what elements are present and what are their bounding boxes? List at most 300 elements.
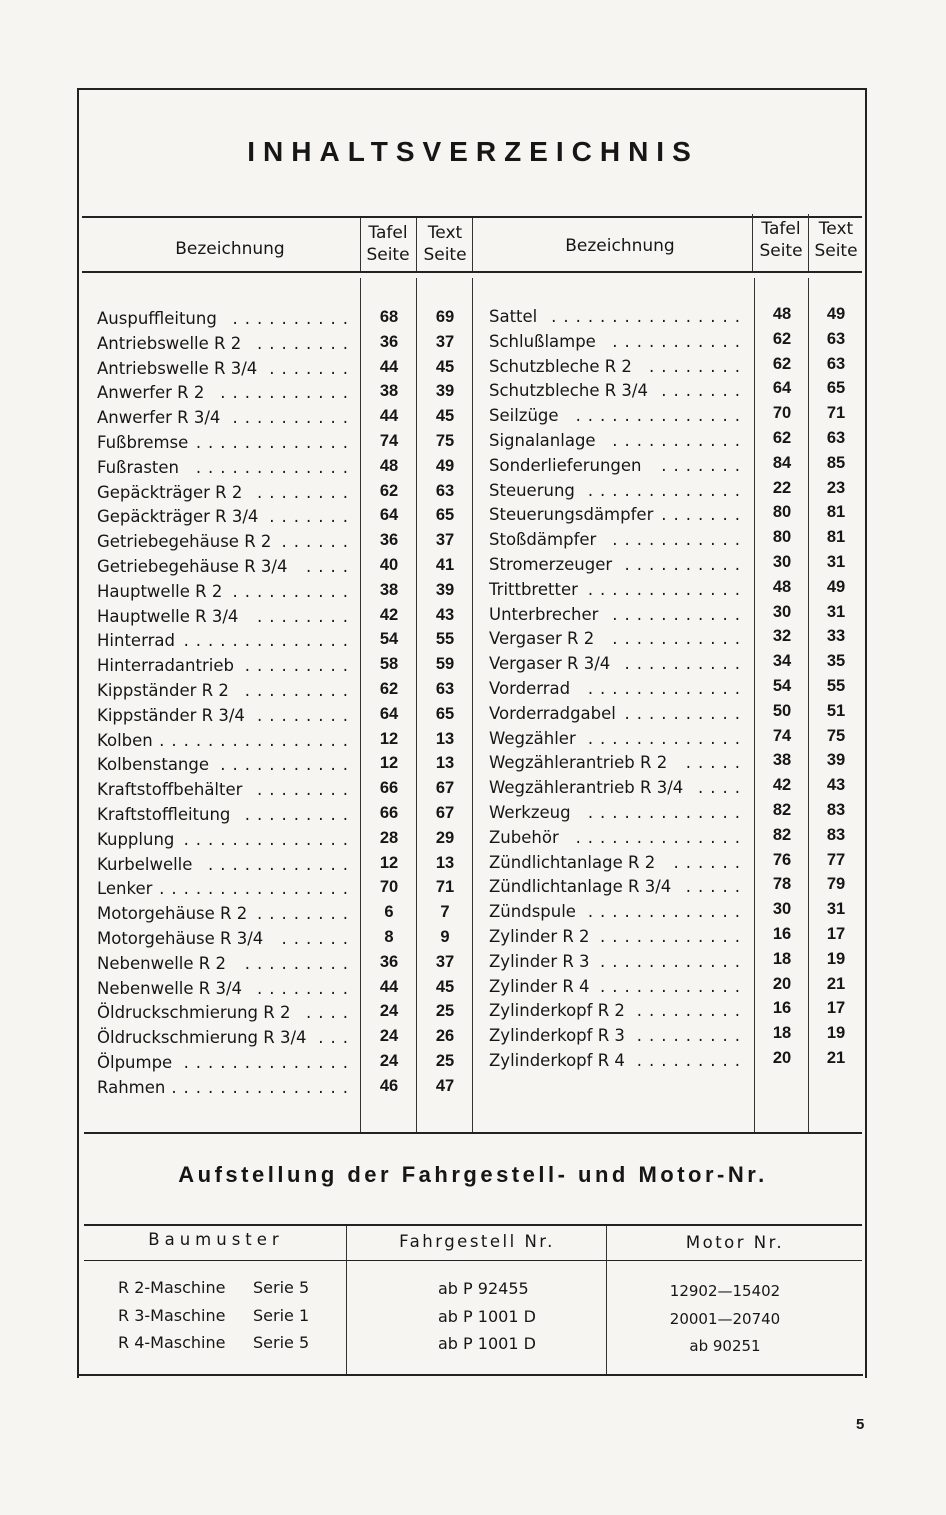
leader-dots: .............. (183, 829, 355, 849)
tafel-page: 80 (772, 503, 792, 522)
section2-header-fahrgestell: Fahrgestell Nr. (399, 1232, 555, 1251)
leader-dots: ........ (649, 356, 747, 376)
motor-cell: 12902—15402 (669, 1282, 781, 1300)
leader-dots: ........ (257, 606, 355, 626)
text-page: 39 (435, 580, 455, 599)
entry-name: Zylinder R 4 (489, 976, 590, 996)
right-header-tafel (755, 218, 807, 262)
leader-dots: ......... (244, 804, 355, 824)
text-page: 29 (435, 828, 455, 847)
tafel-page: 42 (379, 605, 399, 624)
index-entry (489, 925, 747, 950)
text-page: 21 (826, 1048, 846, 1067)
entry-name: Kolbenstange (97, 755, 210, 775)
text-page: 31 (826, 552, 846, 571)
entry-name: Signalanlage (489, 430, 596, 450)
text-page: 71 (826, 404, 846, 423)
index-entry (97, 828, 355, 853)
tafel-page: 30 (772, 552, 792, 571)
leader-dots: ........... (220, 755, 355, 775)
tafel-page: 68 (379, 308, 399, 326)
index-entry (97, 629, 355, 654)
tafel-page: 38 (379, 382, 399, 401)
index-entry (489, 727, 747, 752)
index-entry (489, 627, 747, 652)
leader-dots: ........... (612, 530, 747, 550)
index-entry (489, 900, 747, 925)
tafel-page: 44 (379, 357, 399, 376)
text-page: 51 (826, 701, 846, 720)
tafel-page: 64 (772, 379, 792, 398)
page-title: INHALTSVERZEICHNIS (247, 136, 699, 167)
entry-name: Wegzähler (489, 728, 576, 748)
entry-name: Öldruckschmierung R 3/4 (97, 1028, 307, 1048)
tafel-page: 30 (772, 900, 792, 919)
fahrgestell-cell: ab P 1001 D (438, 1334, 536, 1353)
text-page: 37 (435, 952, 455, 971)
column-rule (360, 218, 361, 271)
index-entry (97, 679, 355, 704)
fahrgestell-cell: ab P 92455 (438, 1279, 529, 1298)
text-page: 35 (826, 652, 846, 671)
leader-dots: .... (698, 778, 747, 798)
index-entry (489, 379, 747, 404)
text-page: 39 (435, 382, 455, 401)
leader-dots: .......... (232, 408, 355, 428)
entry-name: Kolben (97, 730, 153, 750)
leader-dots: ......... (244, 953, 355, 973)
tafel-page: 34 (772, 652, 792, 671)
column-rule (472, 218, 473, 271)
tafel-page: 38 (772, 751, 792, 770)
index-entry (489, 975, 747, 1000)
text-page: 83 (826, 825, 846, 844)
text-page: 63 (435, 481, 455, 500)
tafel-page: 62 (379, 481, 399, 500)
leader-dots: ................ (551, 307, 747, 326)
entry-name: Steuerung (489, 480, 575, 500)
entry-name: Vorderrad (489, 678, 571, 698)
leader-dots: ........... (612, 604, 747, 624)
entry-name: Kraftstoffbehälter (97, 780, 243, 800)
index-entry (97, 927, 355, 952)
entry-name: Vorderradgabel (489, 703, 616, 723)
serie-cell: Serie 5 (253, 1333, 310, 1352)
model-cell: R 4-Maschine (118, 1333, 226, 1352)
tafel-page: 16 (772, 999, 792, 1018)
index-entry (489, 528, 747, 553)
text-page: 45 (435, 407, 455, 426)
tafel-page: 80 (772, 528, 792, 547)
entry-name: Schutzbleche R 3/4 (489, 381, 648, 401)
column-rule (360, 278, 361, 1132)
entry-name: Gepäckträger R 2 (97, 482, 243, 502)
index-entry (489, 305, 747, 330)
entry-name: Zündlichtanlage R 2 (489, 852, 656, 872)
column-rule (754, 278, 755, 1132)
leader-dots: ............. (587, 902, 747, 922)
tafel-page: 36 (379, 531, 399, 550)
column-rule (808, 214, 809, 271)
tafel-page: 84 (772, 453, 792, 472)
entry-name: Motorgehäuse R 3/4 (97, 928, 264, 948)
entry-name: Öldruckschmierung R 2 (97, 1003, 291, 1023)
seite-label: Seite (759, 241, 803, 261)
text-page: 19 (826, 1024, 846, 1043)
leader-dots: ......... (636, 1026, 747, 1046)
entry-name: Sonderlieferungen (489, 455, 642, 475)
left-index-tafel (362, 305, 416, 1099)
entry-name: Nebenwelle R 2 (97, 953, 226, 973)
serie-cell: Serie 1 (253, 1305, 310, 1325)
section2-bottom-rule (77, 1374, 863, 1376)
page-number: 5 (856, 1416, 865, 1433)
seite-label: Seite (423, 245, 467, 265)
tafel-page: 16 (772, 924, 792, 943)
tafel-page: 74 (772, 726, 792, 745)
entry-name: Trittbretter (489, 579, 578, 599)
text-page: 33 (826, 627, 846, 646)
leader-dots: ................ (159, 730, 355, 750)
tafel-page: 18 (772, 949, 792, 968)
tafel-page: 62 (772, 428, 792, 447)
tafel-page: 20 (772, 974, 792, 993)
index-entry (97, 1051, 355, 1076)
text-page: 19 (826, 949, 846, 968)
seite-label: Seite (366, 245, 410, 265)
tafel-page: 70 (379, 878, 399, 897)
entry-name: Zündspule (489, 902, 576, 922)
leader-dots: ........ (257, 705, 355, 725)
motor-cell: 20001—20740 (669, 1309, 781, 1328)
right-header-text (810, 218, 862, 262)
column-rule (416, 218, 417, 271)
tafel-page: 8 (384, 927, 394, 946)
tafel-page: 78 (772, 875, 792, 894)
column-rule (752, 214, 753, 271)
index-entry (489, 479, 747, 504)
leader-dots: ....... (661, 505, 747, 525)
tafel-page: 54 (772, 676, 792, 695)
column-rule (416, 278, 417, 1132)
text-page: 45 (435, 977, 455, 996)
tafel-page: 74 (379, 431, 399, 450)
tafel-page: 24 (379, 1027, 399, 1046)
index-entry (489, 751, 747, 776)
leader-dots: ......... (636, 1050, 747, 1070)
tafel-page: 32 (772, 627, 792, 646)
entry-name: Zylinder R 2 (489, 926, 590, 946)
leader-dots: .... (306, 556, 355, 576)
tafel-page: 64 (379, 506, 399, 525)
tafel-page: 54 (379, 630, 399, 649)
leader-dots: ...... (673, 852, 747, 872)
text-page: 49 (435, 456, 455, 475)
index-entry (489, 454, 747, 479)
section2-header-rule (84, 1260, 862, 1261)
tafel-page: 48 (379, 456, 399, 475)
leader-dots: ............ (600, 951, 747, 971)
index-entry (489, 801, 747, 826)
tafel-page: 82 (772, 800, 792, 819)
leader-dots: ............. (587, 728, 747, 748)
tafel-page: 48 (772, 577, 792, 596)
leader-dots: ....... (661, 455, 747, 475)
right-index-names (489, 305, 747, 1074)
tafel-page: 36 (379, 332, 399, 351)
tafel-page: 46 (379, 1076, 399, 1095)
leader-dots: .... (306, 1003, 355, 1023)
index-entry (97, 431, 355, 456)
index-entry (489, 776, 747, 801)
text-page: 67 (435, 803, 455, 822)
index-entry (489, 1024, 747, 1049)
text-page: 43 (826, 776, 846, 795)
text-page: 37 (435, 332, 455, 351)
leader-dots: ........... (612, 331, 747, 351)
tafel-page: 62 (772, 329, 792, 348)
index-entry (97, 381, 355, 406)
left-header-tafel (362, 222, 414, 266)
leader-dots: .............. (183, 631, 355, 651)
tafel-page: 44 (379, 977, 399, 996)
index-entry (489, 950, 747, 975)
leader-dots: .......... (232, 581, 355, 601)
index-entry (97, 580, 355, 605)
leader-dots: ............ (208, 854, 355, 874)
entry-name: Kraftstoffleitung (97, 804, 231, 824)
entry-name: Werkzeug (489, 802, 571, 822)
text-page: 31 (826, 900, 846, 919)
tafel-page: 82 (772, 825, 792, 844)
index-entry (97, 406, 355, 431)
entry-name: Kippständer R 2 (97, 680, 229, 700)
text-page: 63 (435, 679, 455, 698)
leader-dots: ........ (257, 978, 355, 998)
entry-name: Fußrasten (97, 457, 180, 477)
section2-models (118, 1274, 225, 1357)
entry-name: Ölpumpe (97, 1052, 173, 1072)
index-entry (489, 677, 747, 702)
index-entry (97, 853, 355, 878)
index-entry (489, 826, 747, 851)
leader-dots: ........... (612, 629, 747, 649)
index-entry (97, 456, 355, 481)
text-page: 39 (826, 751, 846, 770)
tafel-page: 30 (772, 602, 792, 621)
entry-name: Hauptwelle R 2 (97, 581, 223, 601)
leader-dots: ..... (685, 877, 747, 897)
index-entry (489, 404, 747, 429)
index-entry (489, 999, 747, 1024)
leader-dots: ....... (269, 358, 355, 378)
entry-name: Zylinderkopf R 4 (489, 1050, 625, 1070)
text-page: 69 (435, 308, 455, 326)
index-entry (489, 652, 747, 677)
seite-label: Seite (814, 241, 858, 261)
header-bottom-rule (82, 271, 862, 273)
text-label: Text (818, 219, 854, 239)
text-page: 75 (435, 431, 455, 450)
text-page: 63 (826, 329, 846, 348)
leader-dots: ................ (159, 879, 355, 899)
leader-dots: ........ (257, 904, 355, 924)
right-header-bezeichnung: Bezeichnung (565, 236, 675, 256)
index-entry (489, 1049, 747, 1074)
right-index-text (810, 302, 862, 1071)
model-cell: R 2-Maschine (118, 1278, 226, 1297)
tafel-page: 12 (379, 754, 399, 773)
entry-name: Nebenwelle R 3/4 (97, 978, 243, 998)
text-page: 13 (435, 853, 455, 872)
left-index-names (97, 307, 355, 1101)
entry-name: Anwerfer R 3/4 (97, 408, 221, 428)
text-page: 41 (435, 555, 455, 574)
tafel-page: 12 (379, 729, 399, 748)
leader-dots: .......... (624, 703, 747, 723)
leader-dots: ......... (636, 1001, 747, 1021)
text-page: 43 (435, 605, 455, 624)
leader-dots: ......... (244, 656, 355, 676)
text-page: 47 (435, 1076, 455, 1095)
tafel-page: 18 (772, 1024, 792, 1043)
entry-name: Auspuffleitung (97, 309, 217, 328)
tafel-page: 64 (379, 704, 399, 723)
leader-dots: .......... (232, 309, 355, 328)
tafel-page: 36 (379, 952, 399, 971)
text-page: 25 (435, 1002, 455, 1021)
text-page: 13 (435, 729, 455, 748)
tafel-page: 20 (772, 1048, 792, 1067)
tafel-page: 22 (772, 478, 792, 497)
text-page: 17 (826, 924, 846, 943)
text-page: 23 (826, 478, 846, 497)
entry-name: Vergaser R 3/4 (489, 654, 611, 674)
section2-header-baumuster: Baumuster (148, 1230, 284, 1249)
tafel-page: 24 (379, 1051, 399, 1070)
tafel-page: 66 (379, 779, 399, 798)
text-page: 7 (440, 903, 450, 922)
motor-cell: ab 90251 (689, 1337, 761, 1355)
entry-name: Schlußlampe (489, 331, 596, 351)
entry-name: Unterbrecher (489, 604, 599, 624)
index-entry (97, 729, 355, 754)
column-rule (808, 278, 809, 1132)
text-page: 49 (826, 305, 846, 323)
entry-name: Motorgehäuse R 2 (97, 904, 248, 924)
leader-dots: ........ (257, 482, 355, 502)
leader-dots: ............. (195, 432, 355, 452)
entry-name: Antriebswelle R 2 (97, 333, 242, 353)
index-entry (97, 977, 355, 1002)
index-entry (97, 505, 355, 530)
entry-name: Schutzbleche R 2 (489, 356, 632, 376)
text-page: 21 (826, 974, 846, 993)
index-bottom-rule (84, 1132, 862, 1134)
leader-dots: ........... (612, 430, 747, 450)
section2-column-rule (606, 1226, 607, 1374)
entry-name: Wegzählerantrieb R 3/4 (489, 778, 684, 798)
entry-name: Seilzüge (489, 406, 559, 426)
leader-dots: ........ (257, 780, 355, 800)
text-page: 85 (826, 453, 846, 472)
leader-dots: ............. (587, 579, 747, 599)
tafel-page: 40 (379, 555, 399, 574)
index-entry (97, 357, 355, 382)
text-page: 65 (435, 704, 455, 723)
index-entry (97, 803, 355, 828)
leader-dots: ........ (257, 333, 355, 353)
index-entry (489, 875, 747, 900)
text-page: 13 (435, 754, 455, 773)
text-page: 71 (435, 878, 455, 897)
tafel-page: 44 (379, 407, 399, 426)
index-entry (97, 877, 355, 902)
entry-name: Getriebegehäuse R 2 (97, 532, 272, 552)
entry-name: Zylinderkopf R 2 (489, 1001, 625, 1021)
tafel-page: 48 (772, 305, 792, 323)
leader-dots: ........... (220, 383, 355, 403)
index-entry (97, 332, 355, 357)
entry-name: Kippständer R 3/4 (97, 705, 245, 725)
text-page: 75 (826, 726, 846, 745)
entry-name: Gepäckträger R 3/4 (97, 507, 259, 527)
tafel-label: Tafel (761, 219, 801, 239)
index-entry (489, 578, 747, 603)
section2-header-motor: Motor Nr. (685, 1233, 785, 1252)
tafel-page: 6 (384, 903, 394, 922)
text-label: Text (427, 223, 463, 243)
leader-dots: .......... (624, 654, 747, 674)
entry-name: Vergaser R 2 (489, 629, 595, 649)
entry-name: Zylinderkopf R 3 (489, 1026, 625, 1046)
text-page: 83 (826, 800, 846, 819)
text-page: 79 (826, 875, 846, 894)
index-entry (489, 503, 747, 528)
text-page: 55 (435, 630, 455, 649)
index-entry (97, 481, 355, 506)
entry-name: Sattel (489, 307, 538, 326)
section2-fahrgestell (438, 1275, 536, 1358)
section2-top-rule (84, 1224, 862, 1226)
leader-dots: ...... (281, 928, 355, 948)
left-header-bezeichnung: Bezeichnung (175, 239, 285, 259)
entry-name: Hauptwelle R 3/4 (97, 606, 239, 626)
index-entry (97, 605, 355, 630)
entry-name: Zylinder R 3 (489, 951, 590, 971)
entry-name: Wegzählerantrieb R 2 (489, 753, 668, 773)
text-page: 81 (826, 503, 846, 522)
entry-name: Zündlichtanlage R 3/4 (489, 877, 672, 897)
leader-dots: ............ (600, 926, 747, 946)
text-page: 59 (435, 655, 455, 674)
leader-dots: ............ (600, 976, 747, 996)
tafel-page: 38 (379, 580, 399, 599)
text-page: 63 (826, 354, 846, 373)
section2-column-rule (346, 1226, 347, 1374)
index-entry (489, 851, 747, 876)
index-entry (97, 1001, 355, 1026)
column-rule (472, 278, 473, 1132)
entry-name: Getriebegehäuse R 3/4 (97, 556, 288, 576)
text-page: 26 (435, 1027, 455, 1046)
section2-title: Aufstellung der Fahrgestell- und Motor-Nr. (178, 1162, 768, 1187)
leader-dots: ... (318, 1028, 355, 1048)
leader-dots: ............. (587, 678, 747, 698)
index-entry (489, 603, 747, 628)
tafel-page: 24 (379, 1002, 399, 1021)
leader-dots: ............. (587, 480, 747, 500)
